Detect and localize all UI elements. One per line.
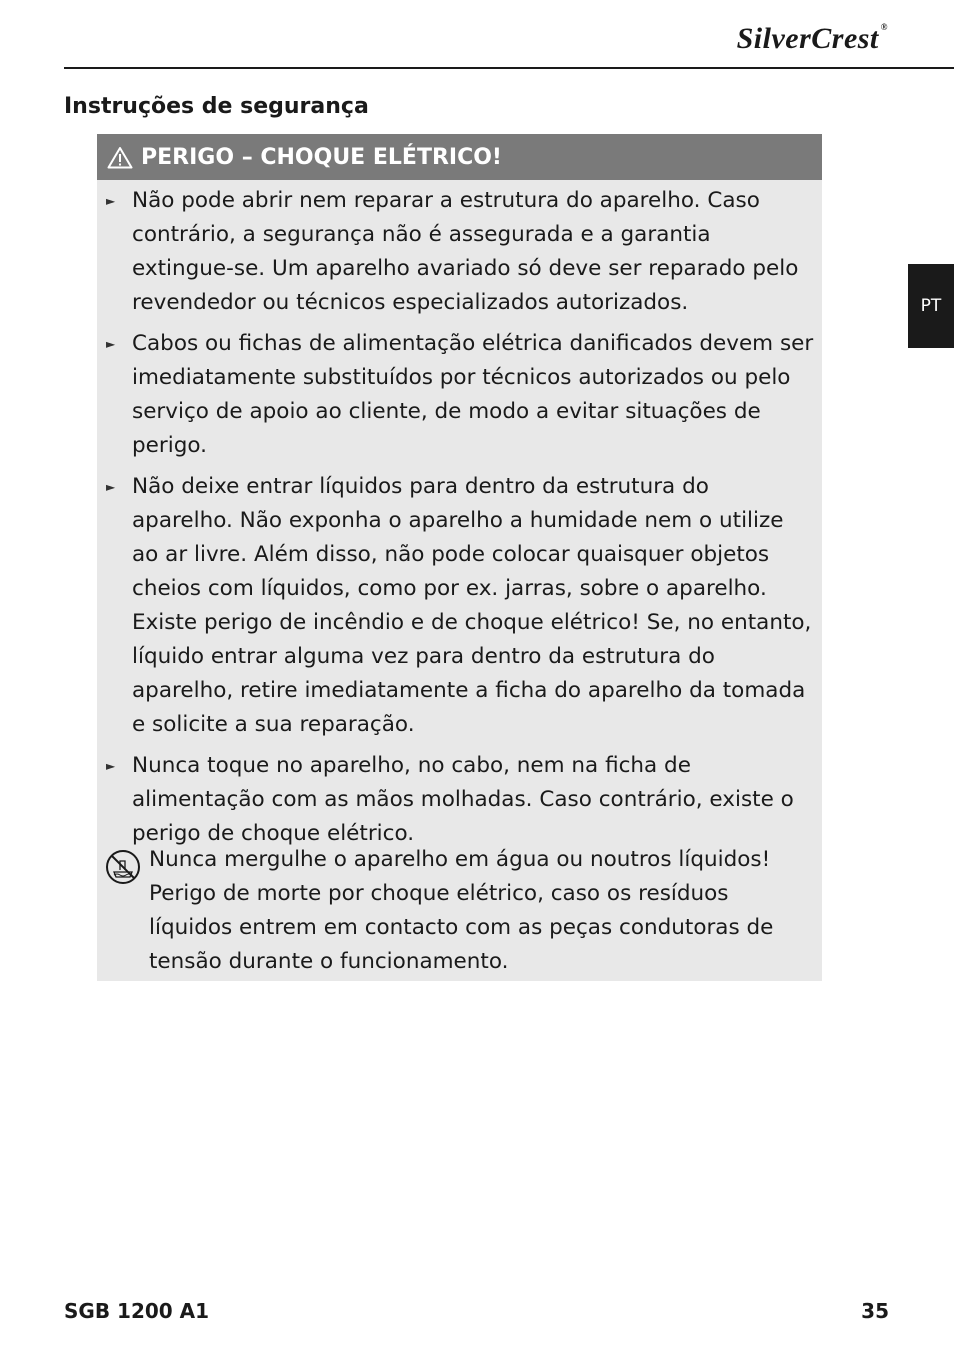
warning-header: [97, 134, 822, 180]
page-number: 35: [861, 1299, 889, 1323]
immersion-note: [105, 843, 816, 979]
list-item-text: Não pode abrir nem reparar a estrutura do aparelho. Caso contrário, a segurança não é assegurada e a garantia extingue-se. Um aparelho avariado só deve ser reparado pelo revendedor ou técnicos especializados autorizados.: [132, 188, 799, 315]
list-item: [97, 470, 822, 742]
header-rule: [64, 67, 954, 69]
list-item: [97, 749, 822, 851]
bullet-arrow-icon: ►: [106, 759, 116, 773]
section-title: Instruções de segurança: [64, 94, 369, 119]
note-text: Nunca mergulhe o aparelho em água ou noutros líquidos! Perigo de morte por choque elétrico, caso os resíduos líquidos entrem em contacto com as peças condutoras de tensão durante o funcionamento.: [149, 847, 774, 974]
list-item-text: Nunca toque no aparelho, no cabo, nem na ficha de alimentação com as mãos molhadas. Caso contrário, existe o perigo de choque elétrico.: [132, 753, 794, 846]
brand-name: SilverCrest: [736, 22, 879, 55]
list-item: [97, 184, 822, 320]
brand-logo: [737, 22, 888, 56]
language-tab: [908, 264, 954, 348]
registered-mark: ®: [880, 22, 888, 32]
bullet-arrow-icon: ►: [106, 337, 116, 351]
language-tab-label: PT: [920, 296, 942, 316]
list-item-text: Cabos ou fichas de alimentação elétrica danificados devem ser imediatamente substituídos por técnicos autorizados ou pelo serviço de apoio ao cliente, de modo a evitar situações de perigo.: [132, 331, 814, 458]
warning-triangle-icon: [107, 146, 133, 169]
list-item-text: Não deixe entrar líquidos para dentro da estrutura do aparelho. Não exponha o aparelho a humidade nem o utilize ao ar livre. Além disso, não pode colocar quaisquer objetos cheios com líquidos, como por ex. jarras, sobre o aparelho. Existe perigo de incêndio e de choque elétrico! Se, no entanto, líquido entrar alguma vez para dentro da estrutura do aparelho, retire imediatamente a ficha do aparelho da tomada e solicite a sua reparação.: [132, 474, 812, 737]
warning-title: PERIGO – CHOQUE ELÉTRICO!: [141, 144, 502, 170]
bullet-arrow-icon: ►: [106, 194, 116, 208]
list-item: [97, 327, 822, 463]
bullet-arrow-icon: ►: [106, 480, 116, 494]
warning-box: [97, 134, 822, 981]
warning-list: [97, 184, 822, 858]
no-immersion-icon: [105, 849, 141, 885]
footer-model: SGB 1200 A1: [64, 1299, 210, 1323]
